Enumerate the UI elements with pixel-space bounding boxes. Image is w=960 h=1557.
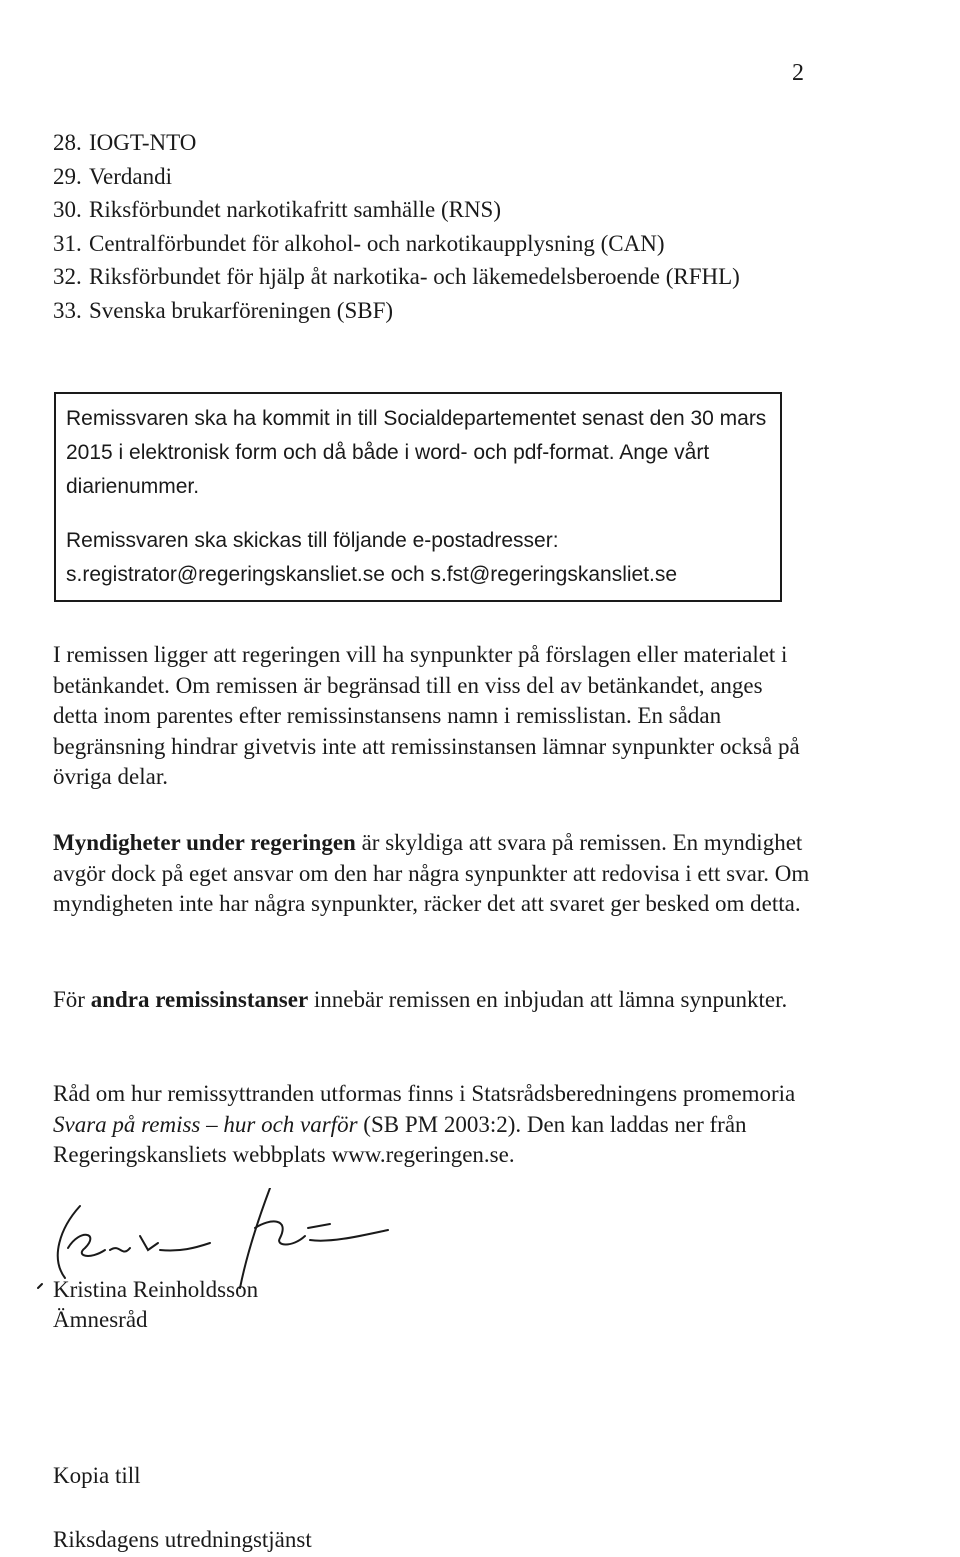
notice-deadline: Remissvaren ska ha kommit in till Socialdepartementet senast den 30 mars 2015 i elektronisk form och då både i word- och pdf-format. Ange vårt diarienummer. [66, 407, 767, 498]
notice-box [54, 392, 782, 602]
list-item: 31. Centralförbundet för alkohol- och narkotikaupplysning (CAN) [53, 230, 665, 256]
list-item: 33. Svenska brukarföreningen (SBF) [53, 297, 394, 323]
list-item: 30. Riksförbundet narkotikafritt samhälle (RNS) [53, 197, 502, 222]
body-paragraph: Myndigheter under regeringen är skyldiga att svara på remissen. En myndighet avgör dock på eget ansvar om den har några synpunkter att redovisa i ett svar. Om myndigheten inte har några synpunkter, räcker det att svaret ger besked om detta. [53, 830, 810, 916]
notice-addresses: Remissvaren ska skickas till följande e-postadresser: s.registrator@regeringskansliet.se och s.fst@regeringskansliet.se [66, 529, 678, 586]
signer-name: Kristina Reinholdsson [53, 1277, 259, 1302]
list-item: 32. Riksförbundet för hjälp åt narkotika- och läkemedelsberoende (RFHL) [53, 264, 740, 289]
body-paragraph: För andra remissinstanser innebär remissen en inbjudan att lämna synpunkter. [53, 987, 788, 1012]
body-paragraph: Råd om hur remissyttranden utformas finns i Statsrådsberedningens promemoria Svara på remiss – hur och varför (SB PM 2003:2). Den kan laddas ner från Regeringskansliets webbplats www.regeringen.se. [53, 1081, 796, 1167]
copy-label: Kopia till [53, 1463, 141, 1488]
list-item: 28. IOGT-NTO [53, 130, 197, 155]
body-paragraph: I remissen ligger att regeringen vill ha synpunkter på förslagen eller materialet i betänkandet. Om remissen är begränsad till en viss del av betänkandet, anges detta inom parentes efter remissinstansens namn i remisslistan. En sådan begränsning hindrar givetvis inte att remissinstansen lämnar synpunkter också på övriga delar. [53, 642, 800, 789]
page-number: 2 [792, 60, 804, 86]
list-item: 29. Verdandi [53, 163, 173, 189]
recipient-list [53, 126, 809, 327]
signer-title: Ämnesråd [53, 1307, 148, 1332]
copy-recipient: Riksdagens utredningstjänst [53, 1527, 312, 1552]
email-addresses: s.registrator@regeringskansliet.se och s.fst@regeringskansliet.se [66, 563, 678, 586]
